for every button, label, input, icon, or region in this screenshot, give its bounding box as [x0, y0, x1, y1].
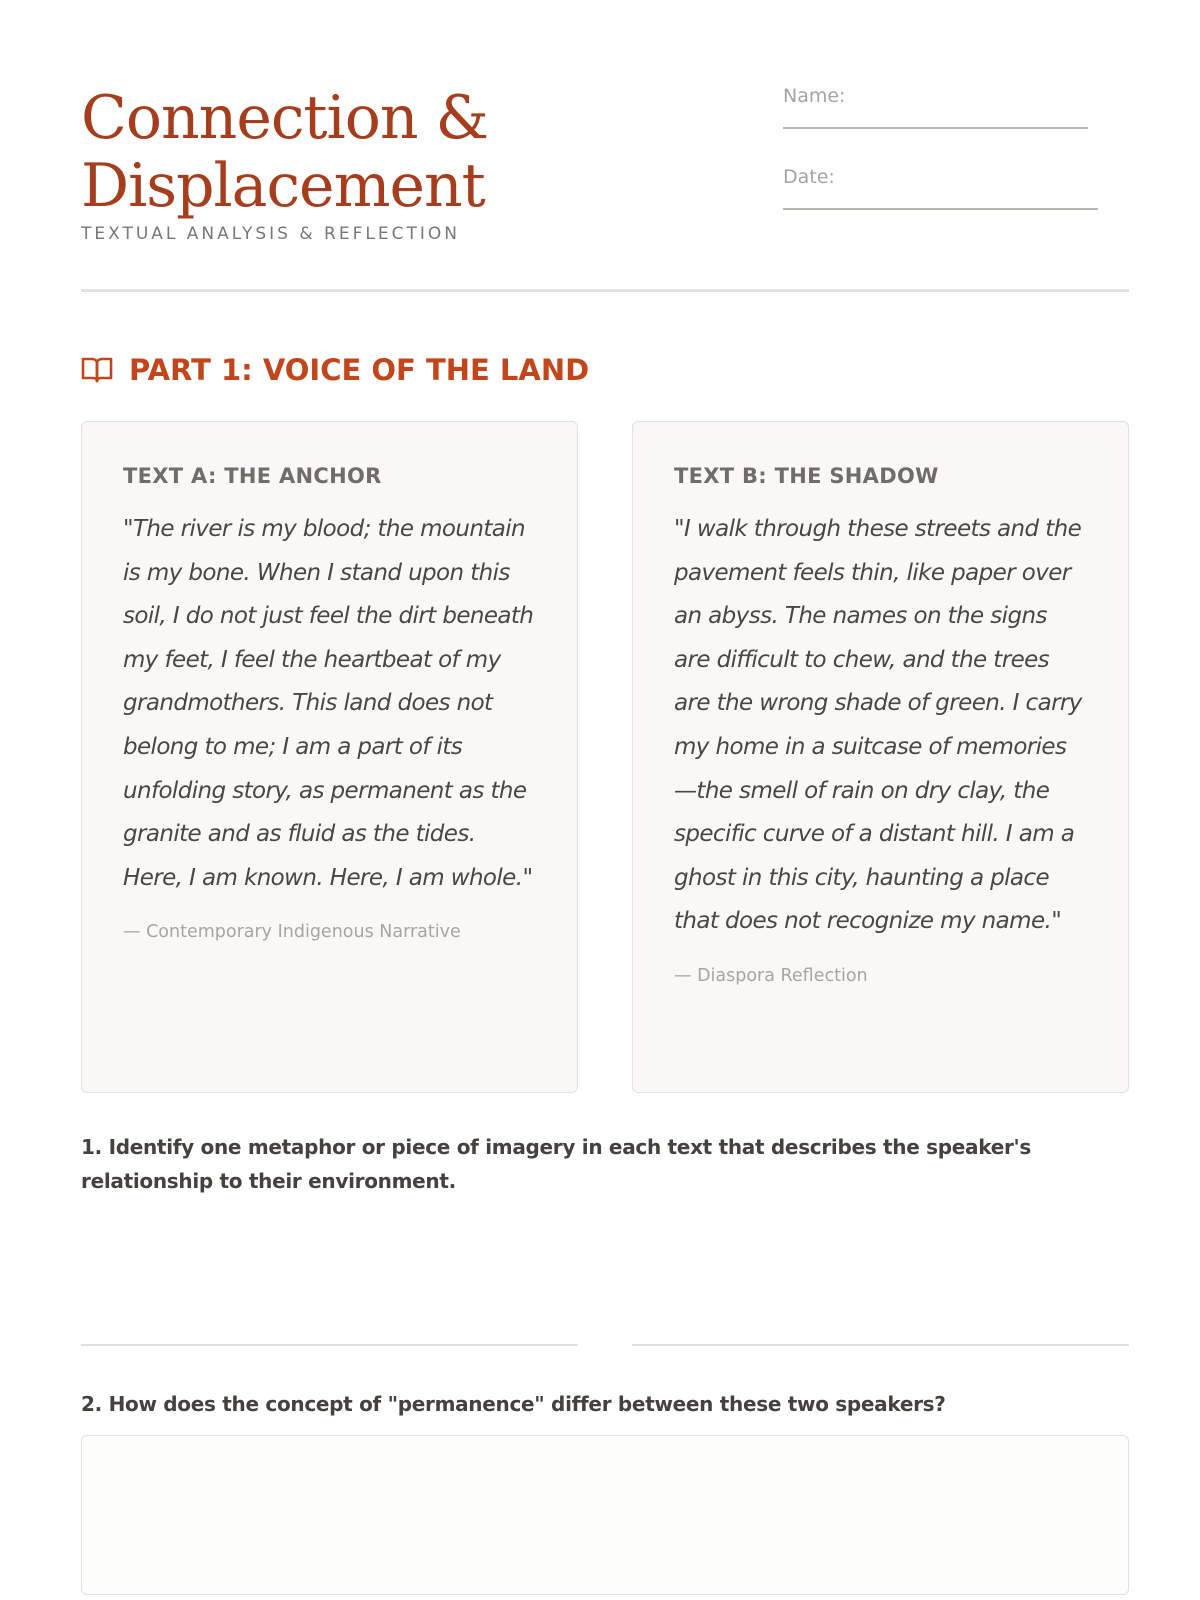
section-title: PART 1: VOICE OF THE LAND [129, 353, 590, 387]
worksheet-page [81, 0, 1129, 1600]
answer-box-question-2[interactable] [81, 1435, 1129, 1595]
text-card-quote: "I walk through these streets and the pavement feels thin, like paper over an abyss. The names on the signs are difficult to chew, and the trees are the wrong shade of green. I carry my home in a suitcase of memories—the smell of rain on dry clay, the specific curve of a distant hill. I am a ghost in this city, haunting a place that does not recognize my name." [674, 516, 1082, 935]
text-card-source: — Diaspora Reflection [674, 965, 868, 986]
text-card-title: TEXT A: THE ANCHOR [123, 464, 382, 488]
page-title: Connection & Displacement [81, 83, 488, 221]
question-2: 2. How does the concept of "permanence" differ between these two speakers? [81, 1392, 946, 1416]
answer-line-text-b[interactable] [632, 1344, 1129, 1346]
answer-line-text-a[interactable] [81, 1344, 578, 1346]
name-input-line[interactable] [783, 127, 1088, 129]
text-card-b [632, 421, 1129, 1093]
text-card-source: — Contemporary Indigenous Narrative [123, 922, 461, 943]
page-subtitle: TEXTUAL ANALYSIS & REFLECTION [81, 224, 460, 244]
name-label: Name: [783, 85, 846, 107]
text-card-quote: "The river is my blood; the mountain is my bone. When I stand upon this soil, I do not just feel the dirt beneath my feet, I feel the heartbeat of my grandmothers. This land does not belong to me; I am a part of its unfolding story, as permanent as the granite and as fluid as the tides. Here, I am known. Here, I am whole." [123, 516, 534, 891]
section-heading-part1 [81, 350, 589, 390]
date-label: Date: [783, 166, 835, 188]
date-input-line[interactable] [783, 208, 1098, 210]
text-card-a [81, 421, 578, 1093]
text-card-title: TEXT B: THE SHADOW [674, 464, 939, 488]
question-1: 1. Identify one metaphor or piece of imagery in each text that describes the speaker's relationship to their environment. [81, 1135, 1031, 1193]
book-open-icon [81, 356, 113, 384]
name-field[interactable] [783, 85, 1088, 129]
worksheet-header [81, 0, 1129, 292]
date-field[interactable] [783, 166, 1098, 210]
